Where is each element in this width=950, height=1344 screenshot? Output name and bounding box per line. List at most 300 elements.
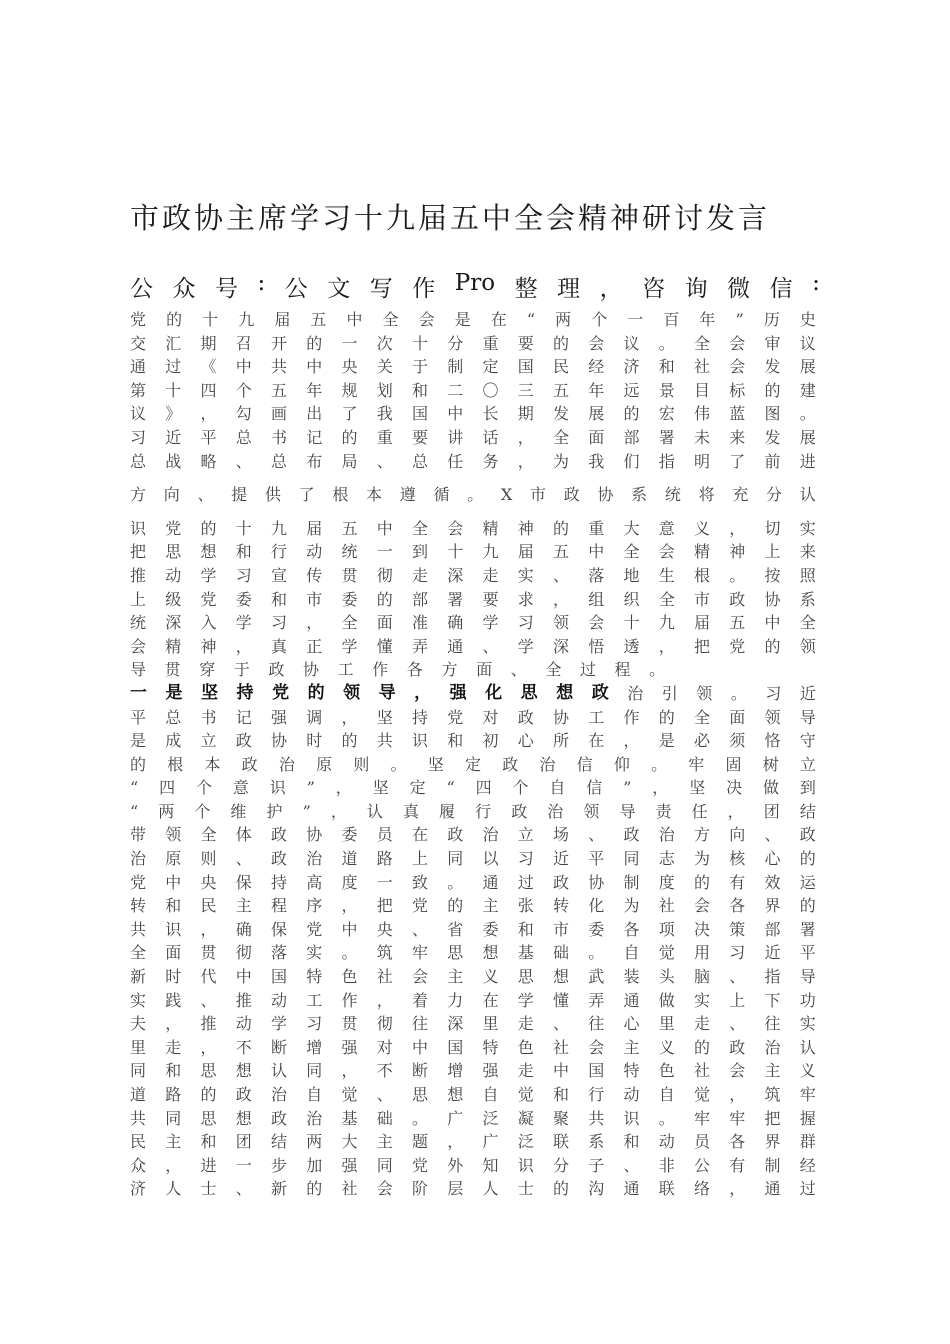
body-char: 思: [520, 682, 538, 703]
body-char: 出: [306, 404, 323, 424]
body-char: 对: [376, 1037, 393, 1057]
body-line: [130, 1177, 816, 1201]
body-char: ，: [727, 801, 744, 821]
body-char: 立: [517, 825, 534, 845]
body-char: 行: [588, 1085, 605, 1104]
body-char: 照: [799, 565, 816, 585]
body-char: 义: [482, 967, 499, 987]
body-char: 定: [482, 357, 499, 377]
body-char: 增: [306, 1037, 323, 1057]
body-char: 一: [341, 333, 358, 353]
body-char: 我: [376, 404, 393, 424]
body-char: 题: [412, 1132, 429, 1152]
body-char: 民: [553, 357, 570, 377]
body-char: 断: [412, 1061, 429, 1081]
body-char: 张: [517, 896, 534, 916]
body-char: ，: [200, 404, 217, 424]
body-char: 守: [799, 731, 816, 751]
body-char: 切: [764, 518, 781, 538]
body-char: 通: [623, 1179, 640, 1199]
body-char: 根: [694, 565, 711, 585]
body-char: 政: [268, 660, 285, 680]
body-char: 、: [623, 1155, 640, 1175]
body-char: 发: [553, 404, 570, 424]
body-char: 中: [306, 357, 323, 377]
body-char: 的: [376, 589, 393, 609]
body-char: 通: [482, 872, 499, 892]
body-char: 决: [694, 919, 711, 939]
body-char: 提: [231, 485, 248, 505]
body-line: [130, 823, 816, 847]
subtitle-char: 咨: [642, 276, 666, 302]
body-char: 坚: [689, 778, 706, 798]
body-char: 史: [799, 310, 816, 329]
body-char: 方: [130, 485, 147, 505]
body-char: 认: [799, 485, 816, 505]
body-char: 义: [799, 1061, 816, 1081]
body-char: 、: [729, 967, 746, 987]
body-line: [130, 706, 816, 730]
body-char: 四: [475, 778, 492, 798]
body-char: 部: [412, 589, 429, 609]
body-char: 自: [482, 1085, 499, 1104]
body-char: 共: [130, 1108, 147, 1128]
body-char: 思: [447, 943, 464, 963]
body-char: 自: [658, 1085, 675, 1104]
body-char: 书: [271, 427, 288, 447]
body-char: 治: [539, 754, 556, 774]
body-char: 来: [799, 542, 816, 562]
body-char: 化: [588, 896, 605, 916]
body-char: 责: [655, 801, 672, 821]
body-char: 织: [623, 589, 640, 609]
body-char: 主: [376, 1132, 393, 1152]
body-char: 习: [235, 565, 252, 585]
body-char: 审: [764, 333, 781, 353]
body-char: 学: [341, 636, 358, 656]
body-char: 作: [623, 707, 640, 727]
body-char: 部: [764, 919, 781, 939]
body-char: 神: [200, 636, 217, 656]
body-char: 实: [799, 518, 816, 538]
body-char: 大: [341, 1132, 358, 1152]
body-char: 次: [376, 333, 393, 353]
body-char: 员: [694, 1132, 711, 1152]
body-char: 十: [202, 310, 219, 329]
body-char: 个: [512, 778, 529, 798]
body-char: 实: [517, 565, 534, 585]
body-line-heading: [130, 682, 816, 706]
subtitle-char: 公: [284, 276, 308, 302]
body-line: [130, 517, 816, 541]
body-char: 党: [729, 636, 746, 656]
body-char: 调: [306, 707, 323, 727]
body-char: 发: [764, 357, 781, 377]
body-char: 同: [447, 849, 464, 869]
body-char: 历: [763, 310, 780, 329]
body-char: 动: [658, 1132, 675, 1152]
body-char: 想: [482, 943, 499, 963]
body-char: 我: [588, 451, 605, 471]
body-char: 通: [447, 636, 464, 656]
body-char: 政: [623, 825, 640, 845]
body-char: 转: [130, 896, 147, 916]
subtitle-char: 整: [514, 276, 538, 302]
body-char: 会: [658, 542, 675, 562]
body-char: 规: [341, 380, 358, 400]
body-char: 通: [130, 357, 147, 377]
body-line: [130, 894, 816, 918]
body-line: [130, 402, 816, 426]
body-char: 局: [341, 451, 358, 471]
body-char: 特: [306, 967, 323, 987]
body-char: 所: [553, 731, 570, 751]
body-char: 泛: [482, 1108, 499, 1128]
body-char: 全: [799, 613, 816, 633]
body-char: 人: [482, 1179, 499, 1199]
body-line: [130, 941, 816, 965]
body-char: 团: [235, 1132, 252, 1152]
body-char: “: [526, 310, 536, 329]
body-char: 党: [272, 682, 290, 703]
body-char: 有: [729, 1155, 746, 1175]
body-char: 领: [696, 683, 713, 703]
body-char: 策: [729, 919, 746, 939]
body-char: 、: [200, 990, 217, 1010]
document-title: 市政协主席学习十九届五中全会精神研讨发言: [130, 201, 771, 235]
body-char: 程: [271, 896, 288, 916]
body-char: ，: [623, 731, 640, 751]
body-char: 近: [764, 943, 781, 963]
body-char: 广: [482, 1132, 499, 1152]
body-char: 路: [165, 1085, 182, 1104]
body-char: 导: [130, 660, 147, 680]
body-char: 系: [588, 1132, 605, 1152]
body-char: 平: [799, 943, 816, 963]
body-char: 任: [447, 451, 464, 471]
body-char: 的: [553, 333, 570, 353]
body-char: 各: [406, 660, 423, 680]
body-char: 时: [165, 967, 182, 987]
body-char: 原: [165, 849, 182, 869]
body-char: 落: [271, 943, 288, 963]
body-char: 进: [200, 1155, 217, 1175]
body-char: 十: [447, 542, 464, 562]
body-char: 部: [623, 427, 640, 447]
body-char: 必: [694, 731, 711, 751]
body-char: 动: [623, 1085, 640, 1104]
body-char: 步: [271, 1155, 288, 1175]
body-char: 到: [412, 542, 429, 562]
body-char: 基: [517, 943, 534, 963]
body-char: 协: [588, 872, 605, 892]
body-char: 想: [235, 1061, 252, 1081]
body-char: 》: [165, 404, 182, 424]
body-char: 届: [274, 310, 291, 329]
body-char: 国: [412, 404, 429, 424]
body-char: 展: [799, 357, 816, 377]
body-char: 牢: [694, 1108, 711, 1128]
body-char: 一: [376, 872, 393, 892]
body-char: 不: [376, 1061, 393, 1081]
body-char: 作: [372, 660, 389, 680]
body-char: 国: [588, 1061, 605, 1081]
body-char: 到: [799, 778, 816, 798]
body-char: 政: [271, 849, 288, 869]
body-line: [130, 483, 816, 507]
subtitle-char: 众: [172, 276, 196, 302]
body-char: 确: [447, 613, 464, 633]
body-char: 新: [130, 967, 147, 987]
body-char: 务: [482, 451, 499, 471]
body-char: 精: [482, 518, 499, 538]
body-char: 指: [658, 451, 675, 471]
body-char: 署: [799, 919, 816, 939]
body-char: 彻: [376, 565, 393, 585]
body-char: 年: [588, 380, 605, 400]
body-char: 向: [729, 825, 746, 845]
body-char: 署: [447, 589, 464, 609]
body-char: 宏: [658, 404, 675, 424]
body-char: 须: [729, 731, 746, 751]
body-char: 贯: [341, 565, 358, 585]
body-char: 习: [765, 683, 782, 703]
body-char: 三: [517, 380, 534, 400]
body-char: ，: [341, 896, 358, 916]
body-char: 主: [623, 1037, 640, 1057]
body-char: 践: [165, 990, 182, 1010]
body-char: 会: [588, 1037, 605, 1057]
body-line: [130, 918, 816, 942]
body-char: 治: [306, 849, 323, 869]
body-char: 。: [658, 1108, 675, 1128]
body-char: 深: [447, 1014, 464, 1034]
body-char: 习: [517, 849, 534, 869]
body-char: 强: [449, 682, 467, 703]
body-char: 头: [658, 967, 675, 987]
body-char: 要: [412, 427, 429, 447]
body-char: 想: [553, 967, 570, 987]
body-char: 届: [517, 542, 534, 562]
body-char: 伟: [694, 404, 711, 424]
body-char: 意: [232, 778, 249, 798]
subtitle-char: 微: [727, 276, 751, 302]
body-line: [130, 965, 816, 989]
body-char: 是: [130, 731, 147, 751]
body-char: 深: [447, 565, 464, 585]
body-line: [130, 1107, 816, 1131]
body-char: 国: [271, 967, 288, 987]
body-char: 治: [278, 754, 295, 774]
body-char: 导: [619, 801, 636, 821]
body-char: 在: [490, 310, 507, 329]
body-char: 场: [553, 825, 570, 845]
body-char: 济: [623, 357, 640, 377]
body-char: 根: [167, 754, 184, 774]
body-char: 面: [588, 427, 605, 447]
body-char: 政: [729, 1037, 746, 1057]
body-char: 领: [583, 801, 600, 821]
body-char: 、: [482, 636, 499, 656]
body-char: 五: [310, 310, 327, 329]
body-char: 领: [764, 707, 781, 727]
body-char: 委: [235, 589, 252, 609]
subtitle-char: :: [812, 270, 820, 296]
body-char: 想: [556, 682, 574, 703]
body-char: 省: [447, 919, 464, 939]
body-char: 汇: [165, 333, 182, 353]
body-char: 是: [165, 682, 183, 703]
body-char: 展: [588, 404, 605, 424]
body-char: 各: [623, 919, 640, 939]
body-char: 导: [378, 682, 396, 703]
body-char: 体: [235, 825, 252, 845]
body-char: 央: [200, 872, 217, 892]
body-char: 神: [729, 542, 746, 562]
body-char: 自: [623, 943, 640, 963]
body-char: 分: [553, 1155, 570, 1175]
body-char: 牢: [688, 754, 705, 774]
body-char: 要: [517, 333, 534, 353]
body-char: 的: [694, 872, 711, 892]
body-char: 期: [200, 333, 217, 353]
body-char: 方: [441, 660, 458, 680]
body-char: ，: [235, 636, 252, 656]
body-char: 透: [623, 636, 640, 656]
body-char: 子: [588, 1155, 605, 1175]
body-char: 民: [130, 1132, 147, 1152]
body-char: 发: [764, 427, 781, 447]
body-char: ，: [200, 1037, 217, 1057]
body-char: 层: [447, 1179, 464, 1199]
body-char: ，: [330, 801, 347, 821]
body-char: 的: [166, 310, 183, 329]
body-char: 习: [517, 613, 534, 633]
body-char: 总: [165, 707, 182, 727]
body-char: 团: [763, 801, 780, 821]
body-char: 、: [235, 451, 252, 471]
body-line: [130, 564, 816, 588]
body-char: 义: [658, 1037, 675, 1057]
body-char: 一: [627, 310, 644, 329]
body-char: 标: [729, 380, 746, 400]
body-char: 九: [482, 542, 499, 562]
body-char: 近: [799, 683, 816, 703]
body-char: 长: [482, 404, 499, 424]
body-char: 树: [762, 754, 779, 774]
body-char: 动: [306, 542, 323, 562]
body-char: 九: [271, 518, 288, 538]
body-char: 义: [694, 518, 711, 538]
body-char: 同: [306, 1061, 323, 1081]
body-char: 众: [130, 1155, 147, 1175]
body-char: 和: [165, 1061, 182, 1081]
body-char: 结: [799, 801, 816, 821]
body-char: 牢: [729, 1108, 746, 1128]
body-char: 强: [341, 1037, 358, 1057]
body-char: 央: [376, 919, 393, 939]
body-char: 过: [517, 872, 534, 892]
subtitle-char: 作: [412, 276, 436, 302]
body-char: 是: [454, 310, 471, 329]
body-char: ，: [341, 707, 358, 727]
body-char: 组: [588, 589, 605, 609]
body-char: ，: [658, 636, 675, 656]
body-char: 不: [235, 1037, 252, 1057]
body-char: 色: [517, 1037, 534, 1057]
body-char: 实: [694, 990, 711, 1010]
body-char: 中: [165, 872, 182, 892]
body-char: 真: [271, 636, 288, 656]
body-char: 和: [658, 357, 675, 377]
body-char: 建: [799, 380, 816, 400]
body-char: 穿: [199, 660, 216, 680]
body-char: 沟: [588, 1179, 605, 1199]
body-char: ，: [165, 1014, 182, 1034]
body-char: 里: [482, 1014, 499, 1034]
body-char: 为: [623, 896, 640, 916]
body-char: 仰: [613, 754, 630, 774]
body-char: ，: [165, 1155, 182, 1175]
body-char: 工: [588, 707, 605, 727]
body-char: 全: [694, 333, 711, 353]
body-char: 效: [764, 872, 781, 892]
body-char: 工: [337, 660, 354, 680]
body-char: 会: [447, 518, 464, 538]
body-char: 识: [517, 1155, 534, 1175]
body-line: [130, 1059, 816, 1083]
body-char: 、: [510, 660, 527, 680]
body-char: 议: [130, 404, 147, 424]
body-char: 共: [588, 1108, 605, 1128]
body-char: 书: [200, 707, 217, 727]
body-char: 学: [517, 990, 534, 1010]
body-char: 了: [298, 485, 315, 505]
body-char: 循: [433, 485, 450, 505]
body-char: 远: [623, 380, 640, 400]
body-char: 五: [341, 518, 358, 538]
body-char: 本: [204, 754, 221, 774]
body-char: 的: [306, 333, 323, 353]
body-char: 党: [306, 919, 323, 939]
body-char: 两: [158, 801, 175, 821]
body-char: 个: [591, 310, 608, 329]
body-char: 总: [235, 427, 252, 447]
body-char: 政: [591, 682, 609, 703]
body-char: 用: [694, 943, 711, 963]
body-char: 本: [366, 485, 383, 505]
body-char: 通: [623, 990, 640, 1010]
body-char: 政: [553, 872, 570, 892]
body-char: 党: [200, 589, 217, 609]
body-char: ，: [447, 1132, 464, 1152]
body-char: 走: [412, 565, 429, 585]
body-char: 百: [663, 310, 680, 329]
body-char: 展: [799, 427, 816, 447]
body-char: 过: [799, 1179, 816, 1199]
body-line: [130, 847, 816, 871]
body-char: 会: [729, 1061, 746, 1081]
body-char: ，: [414, 682, 432, 703]
body-char: 核: [729, 849, 746, 869]
body-char: 话: [482, 427, 499, 447]
body-char: 成: [165, 731, 182, 751]
body-char: 政: [271, 825, 288, 845]
body-char: 中: [447, 404, 464, 424]
body-char: 政: [271, 1108, 288, 1128]
body-char: 前: [764, 451, 781, 471]
body-char: 民: [200, 896, 217, 916]
